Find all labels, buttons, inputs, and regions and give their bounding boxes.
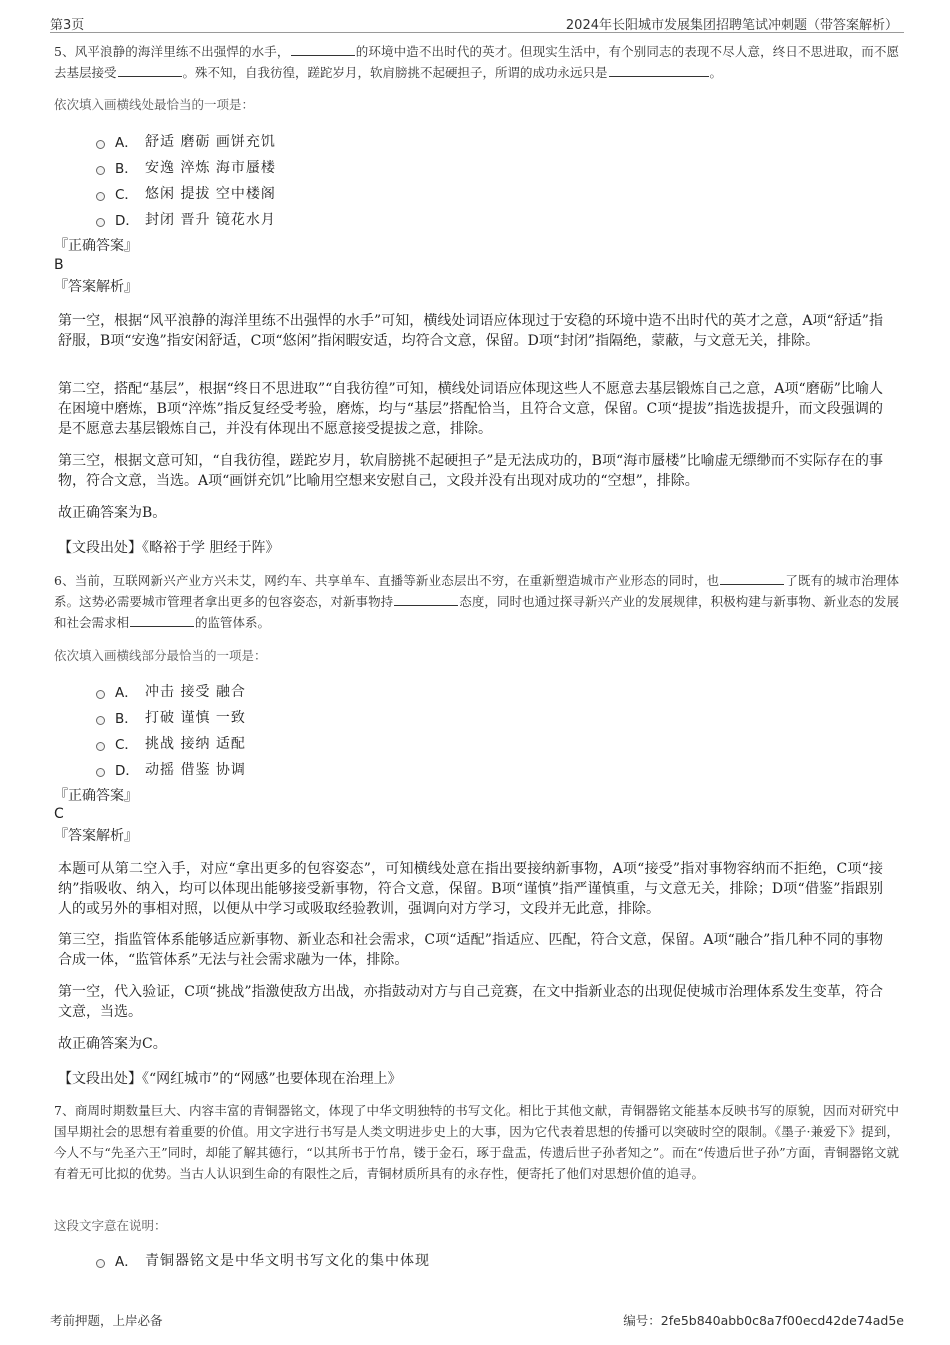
radio-icon[interactable] bbox=[96, 140, 105, 149]
option-a[interactable]: A． 舒适 磨砺 画饼充饥 bbox=[96, 128, 596, 154]
answer-label: 『正确答案』 bbox=[54, 788, 138, 804]
radio-icon[interactable] bbox=[96, 192, 105, 201]
analysis-conclusion: 故正确答案为C。 bbox=[58, 1036, 167, 1052]
answer-label: 『正确答案』 bbox=[54, 238, 138, 254]
question-6-text: 6、当前，互联网新兴产业方兴未艾，网约车、共享单车、直播等新业态层出不穷，在重新塑造城市产业形态的同时，也 了既有的城市治理体系。这势必需要城市管理者拿出更多的包容姿态，对新事物持 态度，同时也通过探寻新兴产业的发展规律，积极构建与新事物、新业态的发展和社会需求相 的监管体系。 bbox=[54, 573, 899, 630]
option-d[interactable]: D． 动摇 借鉴 协调 bbox=[96, 756, 596, 782]
source-citation: 【文段出处】《“网红城市”的“网感”也要体现在治理上》 bbox=[58, 1071, 402, 1087]
analysis-paragraph: 第一空，代入验证，C项“挑战”指激使敌方出战，亦指鼓动对方与自己竞赛，在文中指新业态的出现促使城市治理体系发生变革，符合文意，当选。 bbox=[58, 984, 883, 1020]
analysis-conclusion: 故正确答案为B。 bbox=[58, 505, 167, 521]
document-title: 2024年长阳城市发展集团招聘笔试冲刺题（带答案解析） bbox=[565, 18, 898, 33]
radio-icon[interactable] bbox=[96, 218, 105, 227]
question-7-options bbox=[96, 1247, 596, 1273]
question-5-text: 5、风平浪静的海洋里练不出强悍的水手， 的环境中造不出时代的英才。但现实生活中，有个别同志的表现不尽人意，终日不思进取，而不愿去基层接受 。殊不知，自我彷徨，蹉跎岁月，软肩膀挑不起硬担子，所谓的成功永远只是 。 bbox=[54, 44, 899, 80]
option-a[interactable]: A． 冲击 接受 融合 bbox=[96, 678, 596, 704]
question-7-prompt: 这段文字意在说明： bbox=[54, 1218, 167, 1233]
question-5-options bbox=[96, 128, 596, 232]
blank bbox=[720, 572, 784, 585]
blank bbox=[609, 64, 709, 77]
analysis-paragraph: 本题可从第二空入手，对应“拿出更多的包容姿态”，可知横线处意在指出要接纳新事物，A项“接受”指对事物容纳而不拒绝，C项“接纳”指吸收、纳入，均可以体现出能够接受新事物，符合文意，保留。B项“谨慎”指严谨慎重，与文意无关，排除；D项“借鉴”指跟别人的或另外的事相对照，以便从中学习或吸取经验教训，强调向对方学习，文段并无此意，排除。 bbox=[58, 861, 883, 917]
radio-icon[interactable] bbox=[96, 716, 105, 725]
analysis-label: 『答案解析』 bbox=[54, 279, 138, 295]
analysis-paragraph: 第一空，根据“风平浪静的海洋里练不出强悍的水手”可知，横线处词语应体现过于安稳的环境中造不出时代的英才之意，A项“舒适”指舒服，B项“安逸”指安闲舒适，C项“悠闲”指闲暇安适，均符合文意，保留。D项“封闭”指隔绝，蒙蔽，与文意无关，排除。 bbox=[58, 313, 883, 349]
footer-slogan: 考前押题，上岸必备 bbox=[50, 1313, 163, 1328]
analysis-paragraph: 第三空，指监管体系能够适应新事物、新业态和社会需求，C项“适配”指适应、匹配，符合文意，保留。A项“融合”指几种不同的事物合成一体，“监管体系”无法与社会需求融为一体，排除。 bbox=[58, 932, 883, 968]
radio-icon[interactable] bbox=[96, 1259, 105, 1268]
page-number: 第3页 bbox=[50, 18, 85, 33]
correct-answer: B bbox=[54, 257, 64, 273]
analysis-label: 『答案解析』 bbox=[54, 828, 138, 844]
option-c[interactable]: C． 悠闲 提拔 空中楼阁 bbox=[96, 180, 596, 206]
page-header bbox=[50, 10, 904, 33]
page-footer bbox=[50, 1311, 904, 1329]
option-b[interactable]: B． 安逸 淬炼 海市蜃楼 bbox=[96, 154, 596, 180]
radio-icon[interactable] bbox=[96, 742, 105, 751]
option-d[interactable]: D． 封闭 晋升 镜花水月 bbox=[96, 206, 596, 232]
blank bbox=[394, 593, 458, 606]
question-6-prompt: 依次填入画横线部分最恰当的一项是： bbox=[54, 648, 267, 663]
option-b[interactable]: B． 打破 谨慎 一致 bbox=[96, 704, 596, 730]
radio-icon[interactable] bbox=[96, 690, 105, 699]
analysis-paragraph: 第二空，搭配“基层”，根据“终日不思进取”“自我彷徨”可知，横线处词语应体现这些人不愿意去基层锻炼自己之意，A项“磨砺”比喻人在困境中磨炼，B项“淬炼”指反复经受考验，磨炼，均与“基层”搭配恰当，且符合文意，保留。C项“提拔”指选拔提升，而文段强调的是不愿意去基层锻炼自己，并没有体现出不愿意接受提拔之意，排除。 bbox=[58, 381, 883, 437]
option-a[interactable]: A． 青铜器铭文是中华文明书写文化的集中体现 bbox=[96, 1247, 596, 1273]
question-7-text: 7、商周时期数量巨大、内容丰富的青铜器铭文，体现了中华文明独特的书写文化。相比于其他文献，青铜器铭文能基本反映书写的原貌，因而对研究中国早期社会的思想有着重要的价值。用文字进行书写是人类文明进步史上的大事，因为它代表着思想的传播可以突破时空的限制。《墨子·兼爱下》提到，今人不与“先圣六王”同时，却能了解其德行，“以其所书于竹帛，镂于金石，琢于盘盂，传遗后世子孙者知之”。而在“传遗后世子孙”方面，青铜器铭文就有着无可比拟的优势。当古人认识到生命的有限性之后，青铜材质所具有的永存性，便寄托了他们对思想价值的追寻。 bbox=[54, 1103, 899, 1181]
option-c[interactable]: C． 挑战 接纳 适配 bbox=[96, 730, 596, 756]
blank bbox=[130, 614, 194, 627]
question-6-options bbox=[96, 678, 596, 782]
blank bbox=[118, 64, 182, 77]
radio-icon[interactable] bbox=[96, 166, 105, 175]
question-5-prompt: 依次填入画横线处最恰当的一项是： bbox=[54, 97, 255, 112]
document-code: 编号：2fe5b840abb0c8a7f00ecd42de74ad5e bbox=[623, 1313, 904, 1328]
blank bbox=[291, 43, 355, 56]
radio-icon[interactable] bbox=[96, 768, 105, 777]
source-citation: 【文段出处】《略裕于学 胆经于阵》 bbox=[58, 540, 280, 556]
correct-answer: C bbox=[54, 806, 64, 822]
analysis-paragraph: 第三空，根据文意可知，“自我彷徨，蹉跎岁月，软肩膀挑不起硬担子”是无法成功的，B项“海市蜃楼”比喻虚无缥缈而不实际存在的事物，符合文意，当选。A项“画饼充饥”比喻用空想来安慰自己，文段并没有出现对成功的“空想”，排除。 bbox=[58, 453, 883, 489]
